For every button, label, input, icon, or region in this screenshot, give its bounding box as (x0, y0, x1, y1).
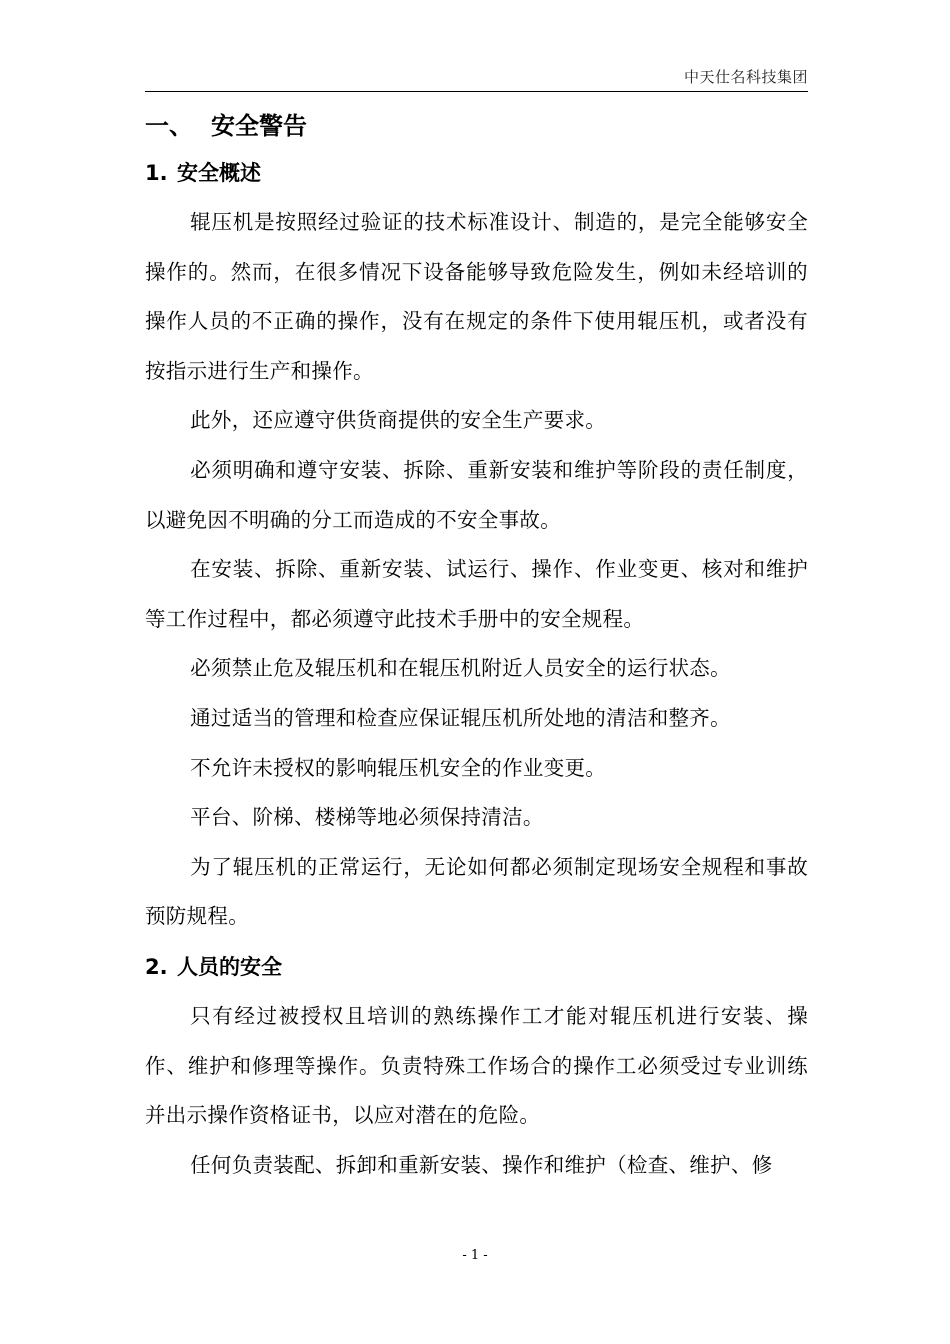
paragraph: 通过适当的管理和检查应保证辊压机所处地的清洁和整齐。 (190, 705, 731, 730)
paragraph: 为了辊压机的正常运行，无论如何都必须制定现场安全规程和事故预防规程。 (145, 854, 808, 929)
subsection-title: 安全概述 (177, 161, 261, 185)
paragraph: 平台、阶梯、楼梯等地必须保持清洁。 (190, 805, 544, 830)
paragraph: 在安装、拆除、重新安装、试运行、操作、作业变更、核对和维护等工作过程中，都必须遵守此技术手册中的安全规程。 (145, 557, 808, 631)
section-number: 一、 (145, 112, 193, 140)
paragraph: 辊压机是按照经过验证的技术标准设计、制造的，是完全能够安全操作的。然而，在很多情况下设备能够导致危险发生，例如未经培训的操作人员的不正确的操作，没有在规定的条件下使用辊压机，或者没有按指示进行生产和操作。 (145, 210, 808, 383)
header-divider (145, 91, 808, 92)
paragraph: 必须禁止危及辊压机和在辊压机附近人员安全的运行状态。 (190, 656, 731, 681)
subsection-heading-2 (145, 942, 808, 992)
page-number: - 1 - (462, 1248, 488, 1263)
subsection-number: 2. (145, 954, 168, 979)
section-title: 安全警告 (211, 112, 307, 140)
paragraph: 此外，还应遵守供货商提供的安全生产要求。 (190, 408, 607, 433)
header-company-name: 中天仕名科技集团 (683, 68, 808, 86)
section-heading (145, 104, 808, 148)
paragraph: 必须明确和遵守安装、拆除、重新安装和维护等阶段的责任制度，以避免因不明确的分工而造成的不安全事故。 (145, 457, 808, 532)
paragraph: 只有经过被授权且培训的熟练操作工才能对辊压机进行安装、操作、维护和修理等操作。负责特殊工作场合的操作工必须受过专业训练并出示操作资格证书，以应对潜在的危险。 (145, 1003, 808, 1128)
paragraph: 不允许未授权的影响辊压机安全的作业变更。 (190, 755, 607, 780)
paragraph: 任何负责装配、拆卸和重新安装、操作和维护（检查、维护、修 (190, 1152, 773, 1177)
subsection-heading-1 (145, 148, 808, 198)
subsection-number: 1. (145, 161, 168, 185)
document-body (145, 104, 808, 1190)
subsection-title: 人员的安全 (177, 954, 282, 979)
